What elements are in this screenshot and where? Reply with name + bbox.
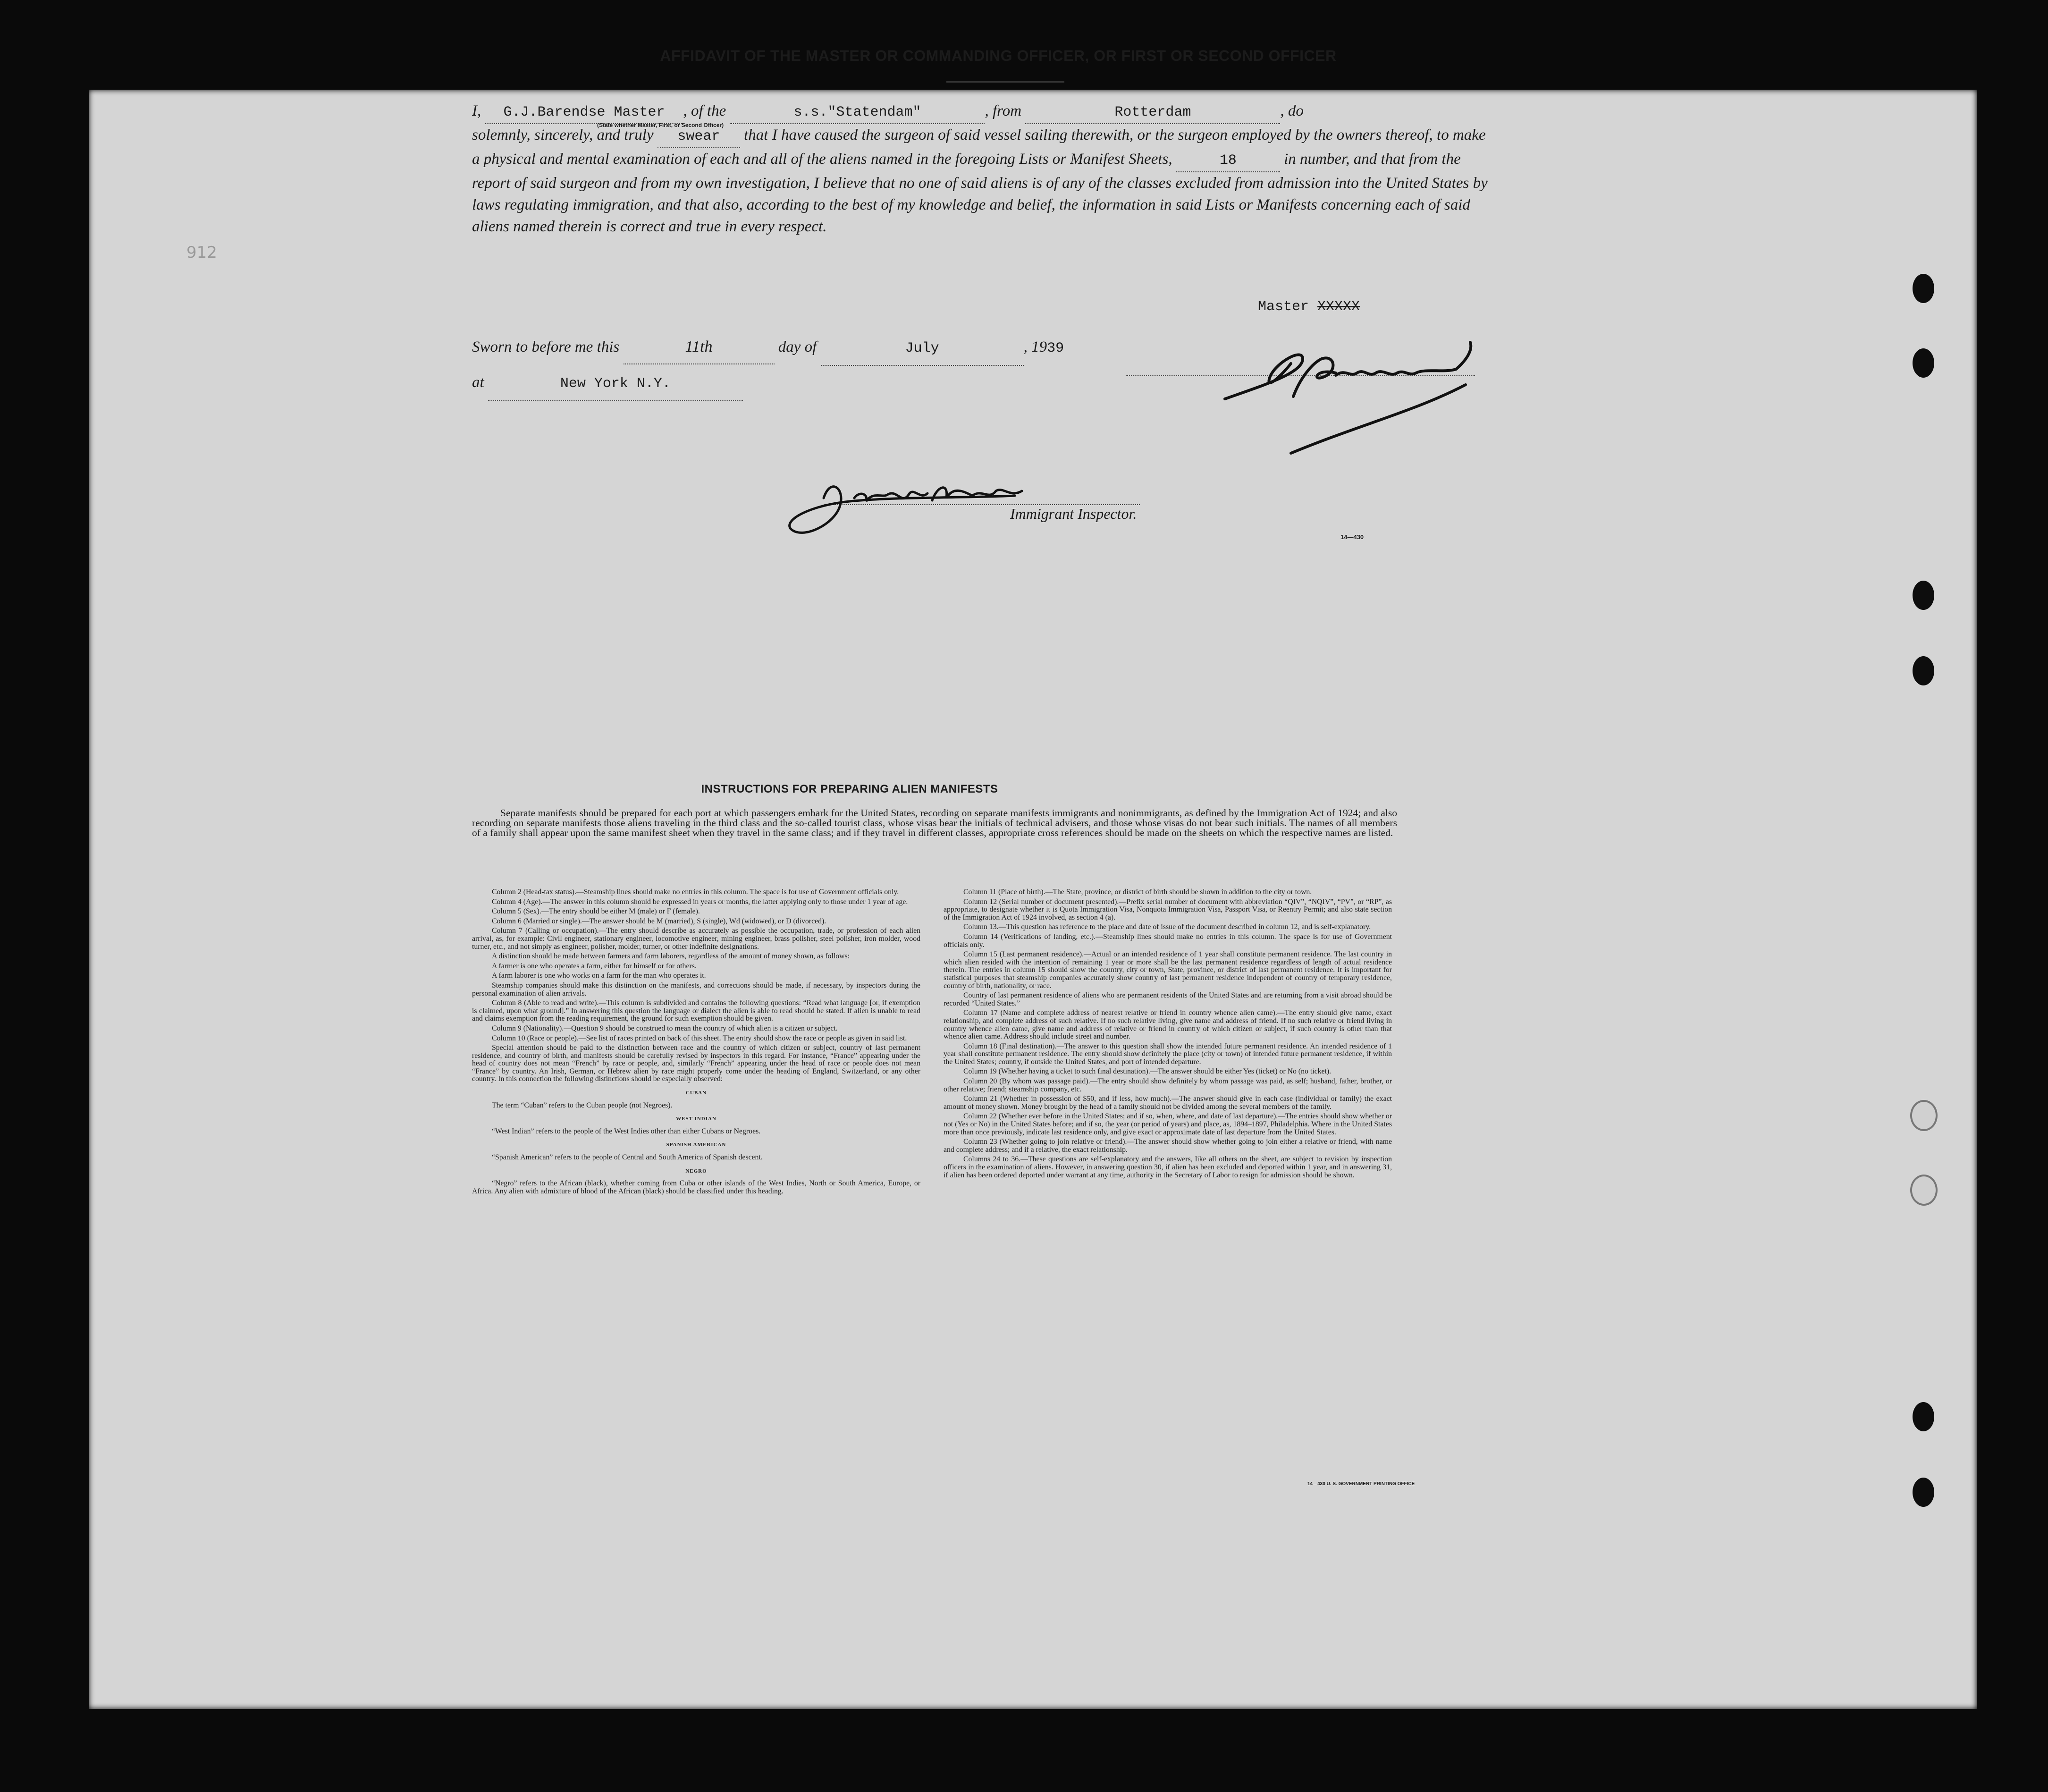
instruction-paragraph: Column 19 (Whether having a ticket to such final destination).—The answer should be either Yes (ticket) or No (no ticket).	[963, 1067, 1332, 1076]
instruction-paragraph: Column 7 (Calling or occupation).—The entry should describe as accurately as possible the occupation, trade, or profession of each alien arrival, as, for example: Civil engineer, stationary engineer, locomotive engineer, mining engineer, brass polisher, steel polisher, iron molder, wood turner, etc., and not simply as engineer, polisher, molder, turner, or other indefinite designations.	[472, 927, 920, 951]
instruction-paragraph: Column 21 (Whether in possession of $50, and if less, how much).—The answer should give in each case (individual or family) the exact amount of money shown. Money brought by the head of a family should not be divided among the several members of the family.	[944, 1095, 1392, 1111]
sworn-text: Sworn to before me this	[472, 338, 620, 355]
affidavit-text-solemnly: solemnly, sincerely, and truly	[472, 127, 654, 144]
inspector-label: Immigrant Inspector.	[1010, 505, 1137, 522]
instruction-paragraph: Column 11 (Place of birth).—The State, province, or district of birth should be shown in addition to the city or town.	[963, 888, 1312, 896]
affidavit-text-body1: that I have caused the surgeon of said vessel sailing therewith, or the surgeon employed by the owners thereof, to make a physical and mental examination of each and all of the aliens named in the foregoing Lists or Manifest Sheets,	[472, 127, 1486, 168]
port-field: Rotterdam	[1025, 101, 1280, 124]
instruction-paragraph: Column 4 (Age).—The answer in this column should be expressed in years or months, the latter applying only to those under 1 year of age.	[492, 897, 908, 906]
instruction-paragraph: “Negro” refers to the African (black), whether coming from Cuba or other islands of the West Indies, North or South America, Europe, or Africa. Any alien with admixture of blood of the African (black) should be classified under this heading.	[472, 1179, 920, 1195]
instructions-left-column	[472, 888, 920, 1197]
sworn-year-field: 39	[1047, 340, 1064, 356]
instruction-paragraph: Column 14 (Verifications of landing, etc.).—Steamship lines should make no entries in this column. The space is for use of Government officials only.	[944, 932, 1392, 949]
instructions-right-column	[944, 888, 1392, 1181]
sworn-month-field: July	[821, 332, 1024, 366]
name-field-caption: (State whether Master, First, or Second Officer)	[597, 122, 724, 128]
affidavit-text-i: I,	[472, 102, 481, 119]
sworn-year-prefix: , 19	[1023, 338, 1047, 355]
instruction-paragraph: A farm laborer is one who works on a farm for the man who operates it.	[492, 972, 706, 980]
instruction-paragraph: Column 6 (Married or single).—The answer should be M (married), S (single), Wd (widowed), or D (divorced).	[492, 917, 826, 925]
sworn-place-field: New York N.Y.	[488, 367, 743, 401]
section-heading-spanish-american: SPANISH AMERICAN	[666, 1142, 726, 1148]
pencil-mark: 912	[186, 243, 217, 262]
signature-rank-struck: XXXXX	[1317, 299, 1360, 315]
section-heading-west-indian: WEST INDIAN	[676, 1116, 716, 1122]
instruction-paragraph: Steamship companies should make this distinction on the manifests, and corrections should be made, if necessary, by inspectors during the personal examination of alien arrivals.	[472, 981, 920, 997]
instruction-paragraph: Country of last permanent residence of aliens who are permanent residents of the United States and are returning from a visit abroad should be recorded “United States.”	[944, 991, 1392, 1007]
affidavit-text-of: , of the	[683, 102, 726, 119]
instruction-paragraph: A distinction should be made between farmers and farm laborers, regardless of the amount of money shown, as follows:	[492, 952, 850, 961]
printing-office-footer: 14—430 U. S. GOVERNMENT PRINTING OFFICE	[1307, 1481, 1415, 1487]
instruction-paragraph: Column 15 (Last permanent residence).—Actual or an intended residence of 1 year shall constitute permanent residence. The last country in which alien resided with the intention of remaining 1 year or more shall be the last permanent residence regardless of length of actual residence therein. The entries in column 15 should show the country, city or town, State, province, or district of last permanent residence. It is important for statistical purposes that steamship companies accurately show country of last permanent residence independent of country of temporary residence, country of birth, nationality, or race.	[944, 950, 1392, 990]
sworn-text-day-of: day of	[778, 338, 817, 355]
instruction-paragraph: Column 12 (Serial number of document presented).—Prefix serial number of document with abbreviation “QIV”, “NQIV”, “PV”, or “RP”, as appropriate, to designate whether it is Quota Immigration Visa, Nonquota Immigration Visa, Passport Visa, or Reentry Permit; and also state section of the Immigration Act of 1924 involved, as section 4 (a).	[944, 897, 1392, 921]
instruction-paragraph: A farmer is one who operates a farm, either for himself or for others.	[492, 962, 697, 970]
inspector-signature	[790, 487, 1022, 533]
instruction-paragraph: Column 13.—This question has reference to the place and date of issue of the document described in column 12, and is self-explanatory.	[963, 923, 1371, 931]
instruction-paragraph: Column 10 (Race or people).—See list of races printed on back of this sheet. The entry should show the race or people as given in said list.	[492, 1034, 907, 1042]
instructions-intro: Separate manifests should be prepared for each port at which passengers embark for the United States, recording on separate manifests immigrants and nonimmigrants, as defined by the Immigration Act of 1924; and also recording on separate manifests those aliens traveling in the third class and the so-called tourist class, whose visas bear the initials of technical advisers, and those whose visas do not bear such initials. The names of all members of a family shall appear upon the same manifest sheet when they travel in the same class; and if they travel in different classes, appropriate cross references should be made on the sheets on which the respective names are listed.	[472, 807, 1397, 838]
instruction-paragraph: Column 9 (Nationality).—Question 9 should be construed to mean the country of which alien is a citizen or subject.	[492, 1024, 838, 1032]
sheet-count-field: 18	[1176, 150, 1280, 172]
instruction-paragraph: Column 5 (Sex).—The entry should be either M (male) or F (female).	[492, 907, 700, 916]
instruction-paragraph: Column 17 (Name and complete address of nearest relative or friend in country whence alien came).—The entry should give name, exact relationship, and complete address of such relative. If no such relative living, give name and address of friend. If no such relative or friend living in country whence alien came, give name and address of relative or friend in country of which citizen or subject, if such country is other than that whence alien came. Address should include street and number.	[944, 1009, 1392, 1041]
instruction-paragraph: The term “Cuban” refers to the Cuban people (not Negroes).	[492, 1101, 673, 1109]
officer-name-field: G.J.Barendse Master	[485, 101, 683, 124]
affidavit-title: AFFIDAVIT OF THE MASTER OR COMMANDING OFFICER, OR FIRST OR SECOND OFFICER	[660, 47, 1337, 64]
vessel-name-field: s.s."Statendam"	[730, 101, 985, 124]
form-number: 14—430	[1340, 533, 1364, 541]
affidavit-text-from: , from	[985, 102, 1022, 119]
instructions-title: INSTRUCTIONS FOR PREPARING ALIEN MANIFESTS	[701, 783, 998, 795]
affidavit-text-body2: in number, and that from the report of said surgeon and from my own investigation, I believe that no one of said aliens is of any of the classes excluded from admission into the United States by laws regulating immigration, and that also, according to the best of my knowledge and belief, the information in said Lists or Manifests concerning each of said aliens named therein is correct and true in every respect.	[472, 151, 1488, 235]
affidavit-text-do: , do	[1280, 102, 1304, 119]
instruction-paragraph: Column 2 (Head-tax status).—Steamship lines should make no entries in this column. The space is for use of Government officials only.	[492, 888, 899, 896]
instruction-paragraph: Column 8 (Able to read and write).—This column is subdivided and contains the following questions: “Read what language [or, if exemption is claimed, upon what ground].” In answering this question the language or dialect the alien is able to read should be stated. If alien is unable to read and claims exemption from the reading requirement, the ground for such exemption should be given.	[472, 999, 920, 1023]
instruction-paragraph: Column 20 (By whom was passage paid).—The entry should show definitely by whom passage was paid, as self; husband, father, brother, or other relative; friend; steamship company, etc.	[944, 1077, 1392, 1093]
sworn-text-at: at	[472, 374, 484, 391]
signature-rank-master: Master	[1258, 299, 1309, 315]
instruction-paragraph: Column 22 (Whether ever before in the United States; and if so, when, where, and date of last departure).—The entries should show whether or not (Yes or No) in the United States before; and if so, the year (or period of years) and place, as, 1894–1897, Philadelphia. Where in the United States more than once previously, indicate last residence only, and give exact or approximate date of last departure from the United States.	[944, 1112, 1392, 1136]
instruction-paragraph: Column 18 (Final destination).—The answer to this question shall show the intended future permanent residence. An intended residence of 1 year shall constitute permanent residence. The entry should show definitely the place (city or town) of intended future permanent residence, if within the United States; country, if outside the United States, and port of intended departure.	[944, 1042, 1392, 1066]
section-heading-cuban: CUBAN	[685, 1090, 707, 1096]
instruction-paragraph: Column 23 (Whether going to join relative or friend).—The answer should show whether going to join either a relative or friend, with name and complete address; and if a relative, the exact relationship.	[944, 1138, 1392, 1154]
master-signature	[1225, 342, 1471, 453]
oath-field: swear	[657, 126, 740, 148]
instruction-paragraph: “Spanish American” refers to the people of Central and South America of Spanish descent.	[492, 1153, 763, 1162]
sworn-day-field: 11th	[624, 330, 775, 364]
instruction-paragraph: Special attention should be paid to the distinction between race and the country of which citizen or subject, country of last permanent residence, and country of birth, and manifests should be carefully revised by inspectors in this regard. For instance, “France” appearing under the head of country does not mean “French” by race or people, and, similarly “French” appearing under the head of race or people does not mean “France” by country. An Irish, German, or Hebrew alien by race might properly come under the heading of England, Switzerland, or any other country. In this connection the following distinctions should be especially observed:	[472, 1044, 920, 1083]
instruction-paragraph: “West Indian” refers to the people of the West Indies other than either Cubans or Negroes.	[492, 1127, 761, 1135]
section-heading-negro: NEGRO	[685, 1168, 707, 1174]
instruction-paragraph: Columns 24 to 36.—These questions are self-explanatory and the answers, like all others on the sheet, are subject to revision by inspection officers in the examination of aliens. However, in answering question 30, if alien has been excluded and deported within 1 year, and in answering 31, if alien has been ordered deported under warrant at any time, authority in the Secretary of Labor to resign for admission should be shown.	[944, 1155, 1392, 1179]
